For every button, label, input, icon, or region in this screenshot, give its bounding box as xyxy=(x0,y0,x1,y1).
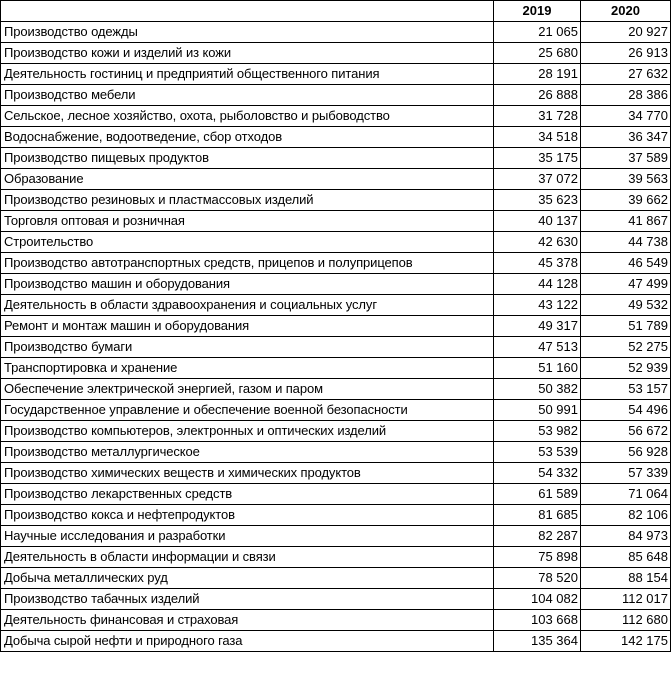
industry-name-cell: Производство металлургическое xyxy=(1,442,494,463)
value-2019-cell: 42 630 xyxy=(494,232,581,253)
value-2019-cell: 31 728 xyxy=(494,106,581,127)
value-2019-cell: 53 982 xyxy=(494,421,581,442)
table-row xyxy=(1,295,671,316)
industry-name-cell: Производство машин и оборудования xyxy=(1,274,494,295)
value-2020-cell: 56 672 xyxy=(581,421,671,442)
table-row xyxy=(1,253,671,274)
value-2020-cell: 49 532 xyxy=(581,295,671,316)
value-2019-cell: 21 065 xyxy=(494,22,581,43)
table-row xyxy=(1,274,671,295)
value-2019-cell: 37 072 xyxy=(494,169,581,190)
value-2020-cell: 82 106 xyxy=(581,505,671,526)
table-row xyxy=(1,169,671,190)
industry-name-cell: Сельское, лесное хозяйство, охота, рыболовство и рыбоводство xyxy=(1,106,494,127)
industry-name-cell: Деятельность в области информации и связи xyxy=(1,547,494,568)
value-2020-cell: 112 017 xyxy=(581,589,671,610)
industry-name-cell: Производство кожи и изделий из кожи xyxy=(1,43,494,64)
value-2019-cell: 47 513 xyxy=(494,337,581,358)
industry-name-cell: Производство химических веществ и химических продуктов xyxy=(1,463,494,484)
value-2020-cell: 47 499 xyxy=(581,274,671,295)
value-2019-cell: 50 991 xyxy=(494,400,581,421)
table-row xyxy=(1,316,671,337)
value-2020-cell: 20 927 xyxy=(581,22,671,43)
value-2019-cell: 75 898 xyxy=(494,547,581,568)
table-row xyxy=(1,64,671,85)
value-2019-cell: 34 518 xyxy=(494,127,581,148)
industry-name-cell: Торговля оптовая и розничная xyxy=(1,211,494,232)
industry-name-cell: Добыча металлических руд xyxy=(1,568,494,589)
value-2019-cell: 26 888 xyxy=(494,85,581,106)
table-row xyxy=(1,484,671,505)
value-2019-cell: 54 332 xyxy=(494,463,581,484)
industry-name-cell: Производство табачных изделий xyxy=(1,589,494,610)
table-row xyxy=(1,148,671,169)
table-row xyxy=(1,190,671,211)
value-2019-cell: 45 378 xyxy=(494,253,581,274)
industry-name-cell: Добыча сырой нефти и природного газа xyxy=(1,631,494,652)
table-row xyxy=(1,547,671,568)
table-row xyxy=(1,106,671,127)
table-row xyxy=(1,232,671,253)
value-2019-cell: 135 364 xyxy=(494,631,581,652)
table-row xyxy=(1,421,671,442)
industry-name-cell: Производство бумаги xyxy=(1,337,494,358)
value-2019-cell: 35 175 xyxy=(494,148,581,169)
value-2020-cell: 28 386 xyxy=(581,85,671,106)
header-industry xyxy=(1,1,494,22)
value-2020-cell: 37 589 xyxy=(581,148,671,169)
industry-name-cell: Обеспечение электрической энергией, газом и паром xyxy=(1,379,494,400)
industry-name-cell: Производство кокса и нефтепродуктов xyxy=(1,505,494,526)
value-2020-cell: 27 632 xyxy=(581,64,671,85)
table-row xyxy=(1,589,671,610)
value-2020-cell: 84 973 xyxy=(581,526,671,547)
value-2019-cell: 61 589 xyxy=(494,484,581,505)
value-2020-cell: 52 275 xyxy=(581,337,671,358)
value-2020-cell: 44 738 xyxy=(581,232,671,253)
industry-name-cell: Деятельность гостиниц и предприятий общественного питания xyxy=(1,64,494,85)
value-2019-cell: 25 680 xyxy=(494,43,581,64)
value-2020-cell: 39 662 xyxy=(581,190,671,211)
industry-name-cell: Производство автотранспортных средств, прицепов и полуприцепов xyxy=(1,253,494,274)
value-2020-cell: 51 789 xyxy=(581,316,671,337)
industry-name-cell: Производство резиновых и пластмассовых изделий xyxy=(1,190,494,211)
header-2020: 2020 xyxy=(581,1,671,22)
table-row xyxy=(1,211,671,232)
industry-name-cell: Производство мебели xyxy=(1,85,494,106)
table-row xyxy=(1,610,671,631)
header-2019: 2019 xyxy=(494,1,581,22)
value-2020-cell: 41 867 xyxy=(581,211,671,232)
industry-name-cell: Деятельность в области здравоохранения и социальных услуг xyxy=(1,295,494,316)
value-2020-cell: 71 064 xyxy=(581,484,671,505)
value-2020-cell: 53 157 xyxy=(581,379,671,400)
industry-name-cell: Производство пищевых продуктов xyxy=(1,148,494,169)
industry-name-cell: Строительство xyxy=(1,232,494,253)
industry-name-cell: Научные исследования и разработки xyxy=(1,526,494,547)
industry-name-cell: Водоснабжение, водоотведение, сбор отходов xyxy=(1,127,494,148)
table-row xyxy=(1,22,671,43)
value-2019-cell: 103 668 xyxy=(494,610,581,631)
table-row xyxy=(1,85,671,106)
value-2020-cell: 85 648 xyxy=(581,547,671,568)
table-row xyxy=(1,127,671,148)
value-2020-cell: 57 339 xyxy=(581,463,671,484)
value-2020-cell: 46 549 xyxy=(581,253,671,274)
value-2020-cell: 54 496 xyxy=(581,400,671,421)
table-row xyxy=(1,631,671,652)
value-2019-cell: 53 539 xyxy=(494,442,581,463)
table-body xyxy=(1,22,671,652)
industry-name-cell: Производство компьютеров, электронных и оптических изделий xyxy=(1,421,494,442)
industry-name-cell: Образование xyxy=(1,169,494,190)
industry-name-cell: Производство лекарственных средств xyxy=(1,484,494,505)
value-2020-cell: 142 175 xyxy=(581,631,671,652)
value-2020-cell: 52 939 xyxy=(581,358,671,379)
value-2019-cell: 82 287 xyxy=(494,526,581,547)
value-2019-cell: 40 137 xyxy=(494,211,581,232)
value-2019-cell: 43 122 xyxy=(494,295,581,316)
industry-name-cell: Транспортировка и хранение xyxy=(1,358,494,379)
value-2019-cell: 35 623 xyxy=(494,190,581,211)
value-2020-cell: 88 154 xyxy=(581,568,671,589)
value-2019-cell: 28 191 xyxy=(494,64,581,85)
table-row xyxy=(1,43,671,64)
value-2020-cell: 26 913 xyxy=(581,43,671,64)
industry-name-cell: Государственное управление и обеспечение военной безопасности xyxy=(1,400,494,421)
table-row xyxy=(1,463,671,484)
value-2019-cell: 81 685 xyxy=(494,505,581,526)
value-2019-cell: 78 520 xyxy=(494,568,581,589)
table-row xyxy=(1,400,671,421)
value-2020-cell: 36 347 xyxy=(581,127,671,148)
table-row xyxy=(1,568,671,589)
table-row xyxy=(1,505,671,526)
table-row xyxy=(1,526,671,547)
value-2019-cell: 44 128 xyxy=(494,274,581,295)
table-row xyxy=(1,442,671,463)
value-2020-cell: 56 928 xyxy=(581,442,671,463)
value-2020-cell: 112 680 xyxy=(581,610,671,631)
table-row xyxy=(1,337,671,358)
table-row xyxy=(1,379,671,400)
industry-name-cell: Деятельность финансовая и страховая xyxy=(1,610,494,631)
table-row xyxy=(1,358,671,379)
industry-name-cell: Ремонт и монтаж машин и оборудования xyxy=(1,316,494,337)
value-2020-cell: 34 770 xyxy=(581,106,671,127)
value-2019-cell: 104 082 xyxy=(494,589,581,610)
industry-name-cell: Производство одежды xyxy=(1,22,494,43)
value-2019-cell: 49 317 xyxy=(494,316,581,337)
value-2020-cell: 39 563 xyxy=(581,169,671,190)
header-row xyxy=(1,1,671,22)
value-2019-cell: 51 160 xyxy=(494,358,581,379)
value-2019-cell: 50 382 xyxy=(494,379,581,400)
